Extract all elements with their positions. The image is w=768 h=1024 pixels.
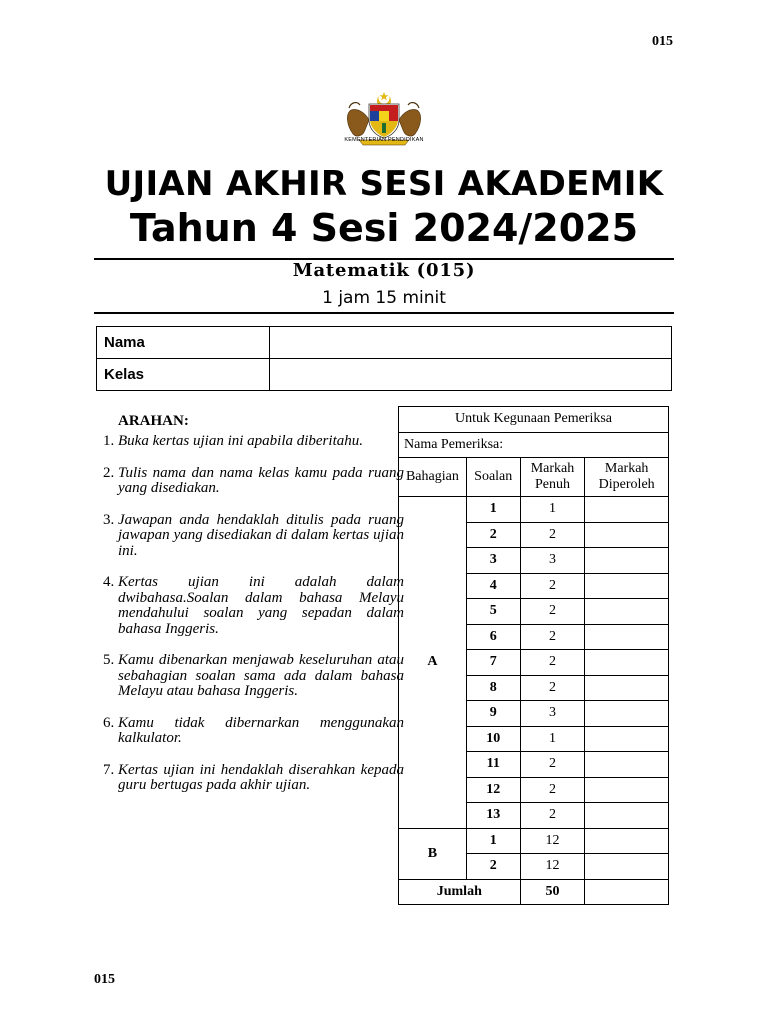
marks-obtained-cell[interactable]	[585, 726, 669, 752]
full-marks: 12	[520, 854, 585, 880]
marks-obtained-cell[interactable]	[585, 675, 669, 701]
question-number: 5	[466, 599, 520, 625]
question-number: 6	[466, 624, 520, 650]
total-full-marks: 50	[520, 879, 585, 905]
header-full-marks: Markah Penuh	[520, 458, 585, 497]
question-number: 11	[466, 752, 520, 778]
name-field[interactable]	[270, 327, 672, 359]
marks-obtained-cell[interactable]	[585, 803, 669, 829]
class-row	[97, 359, 672, 391]
marks-obtained-cell[interactable]	[585, 599, 669, 625]
question-number: 10	[466, 726, 520, 752]
instruction-item: 5. Kamu dibenarkan menjawab keseluruhan atau sebahagian soalan sama ada dalam bahasa Melayu atau bahasa Inggeris.	[118, 653, 404, 700]
instruction-item: 1. Buka kertas ujian ini apabila diberitahu.	[118, 434, 404, 450]
exam-title: UJIAN AKHIR SESI AKADEMIK	[104, 164, 664, 204]
question-number: 1	[466, 828, 520, 854]
marks-obtained-cell[interactable]	[585, 573, 669, 599]
header-marks-obtained: Markah Diperoleh	[585, 458, 669, 497]
question-number: 13	[466, 803, 520, 829]
marks-obtained-cell[interactable]	[585, 828, 669, 854]
question-number: 7	[466, 650, 520, 676]
instructions-list	[88, 434, 404, 810]
examiner-name-field[interactable]: Nama Pemeriksa:	[399, 432, 669, 458]
table-row	[399, 828, 669, 854]
header-question: Soalan	[466, 458, 520, 497]
marks-obtained-cell[interactable]	[585, 497, 669, 523]
marks-obtained-cell[interactable]	[585, 854, 669, 880]
question-number: 8	[466, 675, 520, 701]
instruction-item: 2. Tulis nama dan nama kelas kamu pada ruang yang disediakan.	[118, 466, 404, 497]
question-number: 4	[466, 573, 520, 599]
header-section: Bahagian	[399, 458, 467, 497]
total-label: Jumlah	[399, 879, 521, 905]
full-marks: 2	[520, 803, 585, 829]
class-label: Kelas	[97, 359, 270, 391]
full-marks: 2	[520, 650, 585, 676]
section-b-label: B	[399, 828, 467, 879]
question-number: 2	[466, 522, 520, 548]
full-marks: 2	[520, 573, 585, 599]
question-number: 12	[466, 777, 520, 803]
full-marks: 2	[520, 777, 585, 803]
marks-obtained-cell[interactable]	[585, 548, 669, 574]
marks-obtained-cell[interactable]	[585, 701, 669, 727]
instruction-item: 3. Jawapan anda hendaklah ditulis pada ruang jawapan yang disediakan di dalam kertas ujian ini.	[118, 513, 404, 560]
full-marks: 3	[520, 548, 585, 574]
full-marks: 2	[520, 624, 585, 650]
exam-duration: 1 jam 15 minit	[322, 288, 446, 308]
student-info-table	[96, 326, 672, 391]
instruction-item: 6. Kamu tidak dibernarkan menggunakan kalkulator.	[118, 716, 404, 747]
marks-obtained-cell[interactable]	[585, 624, 669, 650]
section-a-label: A	[399, 497, 467, 829]
exam-year-session: Tahun 4 Sesi 2024/2025	[129, 206, 639, 250]
title-divider-bottom	[94, 312, 674, 314]
name-label: Nama	[97, 327, 270, 359]
total-row	[399, 879, 669, 905]
instruction-item: 4. Kertas ujian ini adalah dalam dwibahasa.Soalan dalam bahasa Melayu mendahului soalan yang sepadan dalam bahasa Inggeris.	[118, 575, 404, 637]
full-marks: 2	[520, 675, 585, 701]
marks-obtained-cell[interactable]	[585, 777, 669, 803]
name-row	[97, 327, 672, 359]
full-marks: 2	[520, 752, 585, 778]
marks-obtained-cell[interactable]	[585, 752, 669, 778]
examiner-marks-table	[398, 406, 669, 905]
total-marks-obtained-cell[interactable]	[585, 879, 669, 905]
question-number: 9	[466, 701, 520, 727]
question-number: 3	[466, 548, 520, 574]
full-marks: 3	[520, 701, 585, 727]
crest-caption: KEMENTERIAN PENDIDIKAN	[344, 137, 424, 143]
question-number: 2	[466, 854, 520, 880]
subject-title: Matematik (015)	[292, 260, 476, 281]
full-marks: 12	[520, 828, 585, 854]
full-marks: 2	[520, 599, 585, 625]
page-code-bottom: 015	[94, 972, 115, 987]
marks-table-title: Untuk Kegunaan Pemeriksa	[399, 407, 669, 433]
class-field[interactable]	[270, 359, 672, 391]
full-marks: 1	[520, 497, 585, 523]
instructions-title: ARAHAN:	[118, 413, 189, 429]
question-number: 1	[466, 497, 520, 523]
full-marks: 2	[520, 522, 585, 548]
full-marks: 1	[520, 726, 585, 752]
instruction-item: 7. Kertas ujian ini hendaklah diserahkan kepada guru bertugas pada akhir ujian.	[118, 763, 404, 794]
table-row	[399, 497, 669, 523]
marks-obtained-cell[interactable]	[585, 650, 669, 676]
marks-obtained-cell[interactable]	[585, 522, 669, 548]
page-code-top: 015	[652, 34, 673, 49]
